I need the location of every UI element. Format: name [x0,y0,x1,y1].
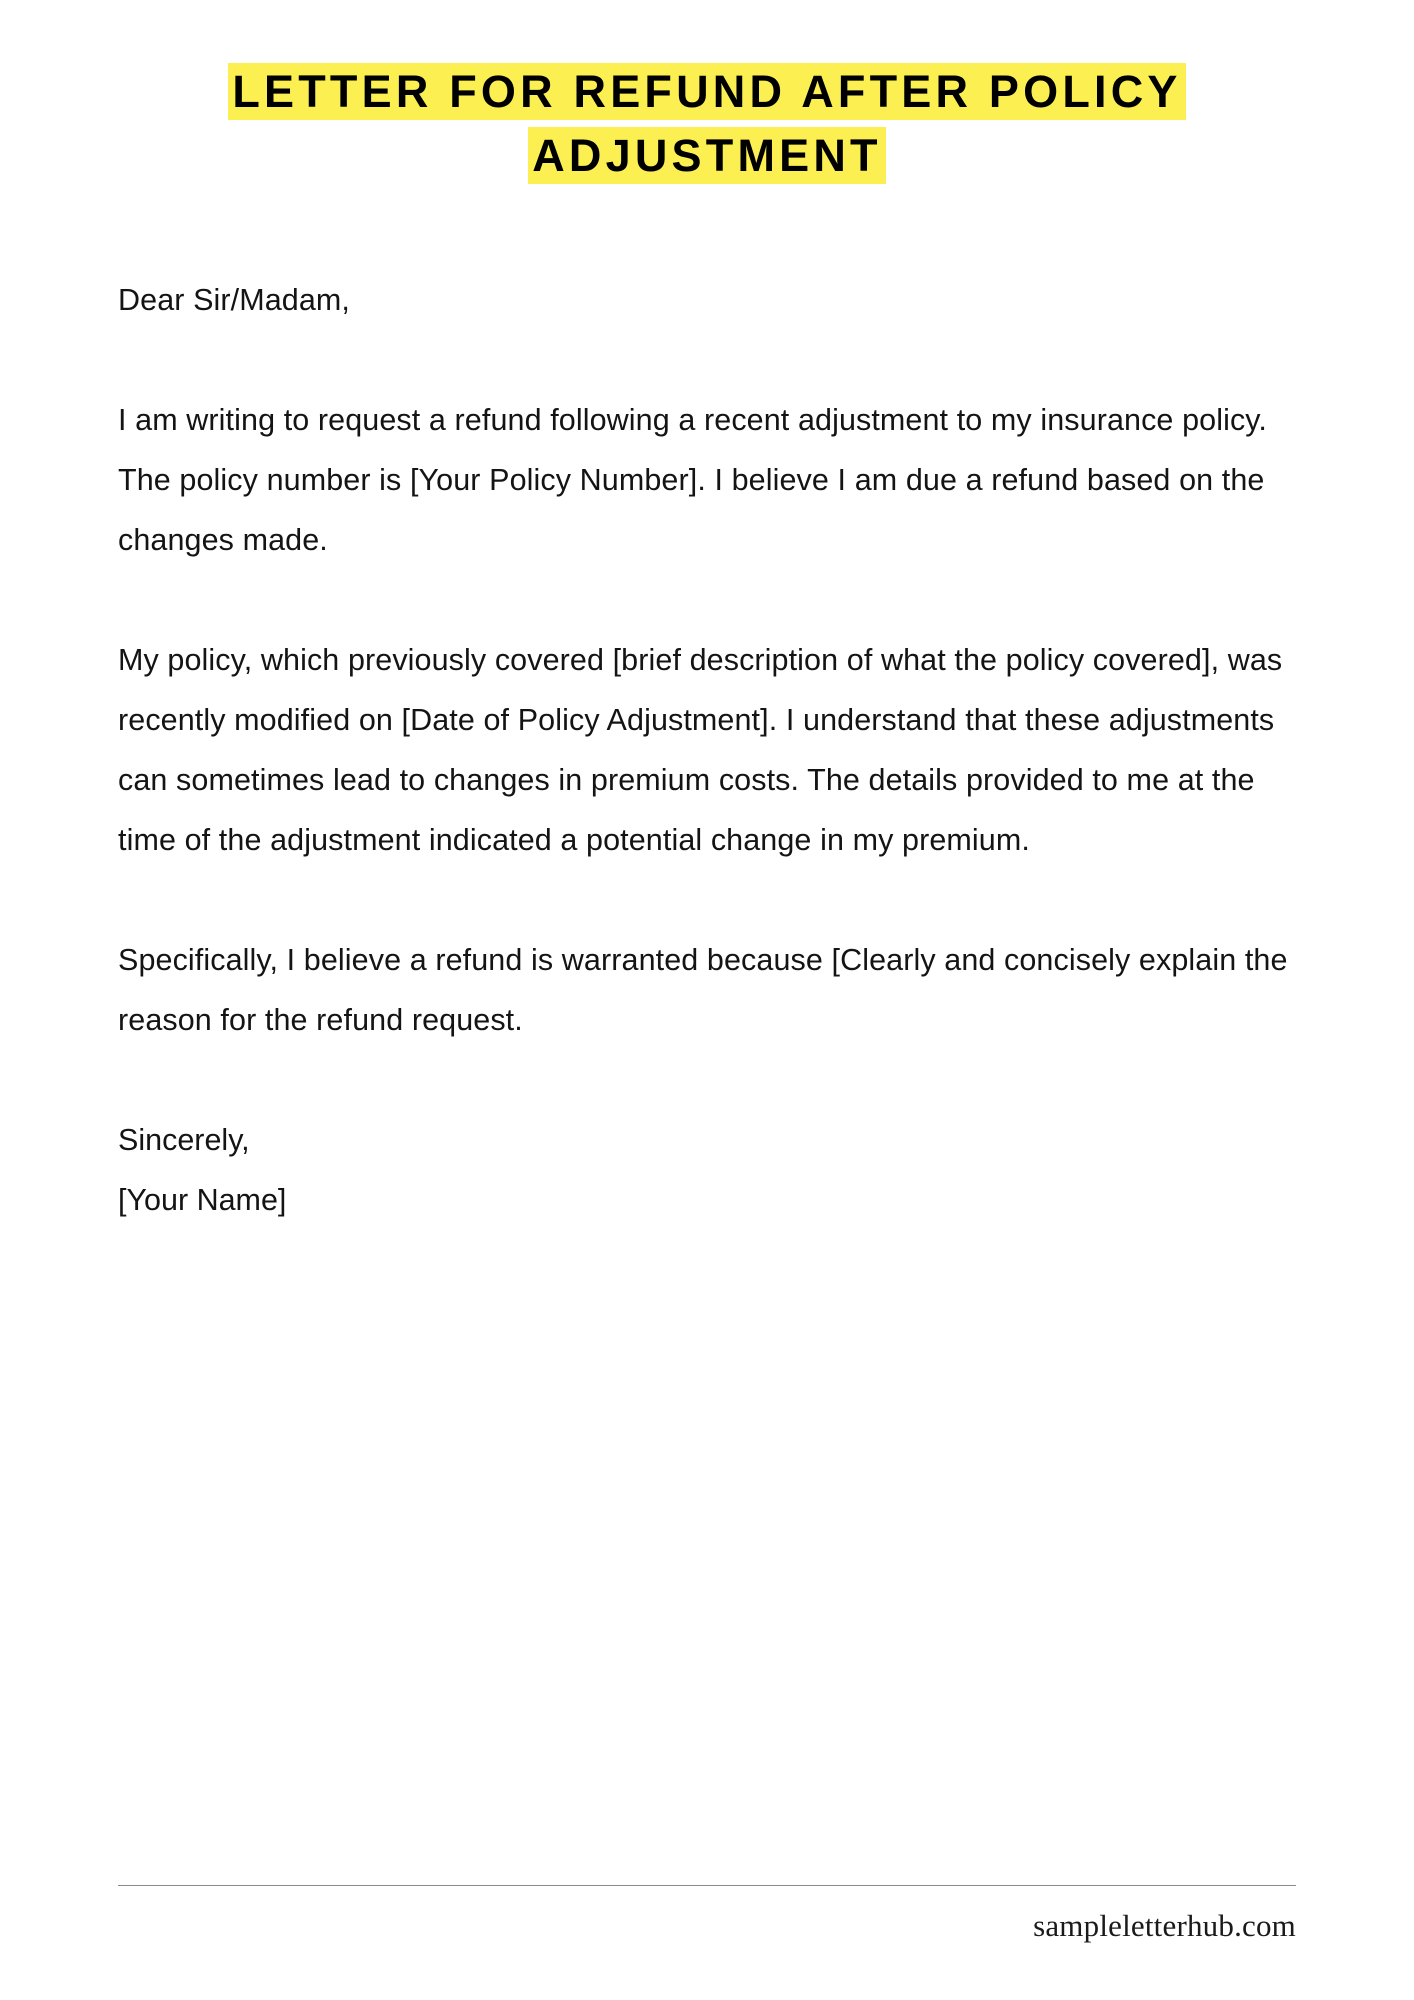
signature-block [118,1110,1296,1230]
body-paragraph-3: Specifically, I believe a refund is warranted because [Clearly and concisely explain the reason for the refund request. [118,942,1288,1037]
page-footer [118,1885,1296,1944]
letter-body [0,270,1414,1230]
salutation: Dear Sir/Madam, [118,282,351,317]
footer-divider [118,1885,1296,1886]
body-paragraph-1: I am writing to request a refund following a recent adjustment to my insurance policy. The policy number is [Your Policy Number]. I believe I am due a refund based on the changes made. [118,402,1267,557]
footer-site-url: sampleletterhub.com [1033,1908,1296,1943]
signature-name: [Your Name] [118,1182,287,1217]
page-title-text: LETTER FOR REFUND AFTER POLICY ADJUSTMENT [228,63,1185,184]
closing-line: Sincerely, [118,1122,250,1157]
page-title [60,60,1354,188]
body-paragraph-2: My policy, which previously covered [brief description of what the policy covered], was recently modified on [Date of Policy Adjustment]. I understand that these adjustments can sometimes lead to changes in premium costs. The details provided to me at the time of the adjustment indicated a potential change in my premium. [118,642,1283,857]
title-block [0,0,1414,188]
